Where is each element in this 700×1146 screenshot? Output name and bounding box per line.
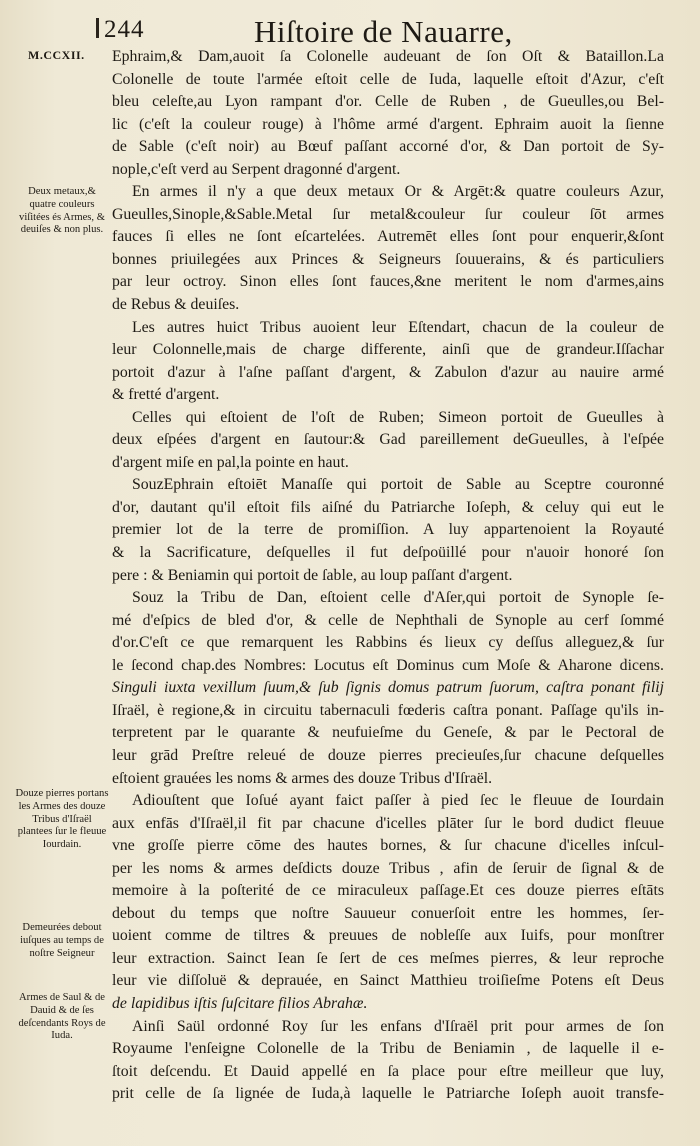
text-line: prit celle de ſa lignée de Iuda,à laquelle le Patriarche Ioſeph auoit transfe- bbox=[112, 1085, 664, 1103]
text-line: & la Sacrificature, deſquelles il fut deſpoüillé pour n'auoir honoré ſon bbox=[112, 544, 664, 562]
text-line: pere : & Beniamin qui portoit de ſable, au loup paſſant d'argent. bbox=[112, 566, 513, 584]
text-line-latin: de lapidibus iſtis ſuſcitare filios Abrahæ. bbox=[112, 994, 368, 1012]
text-line: uoient comme de tiltres & preuues de nobleſſe aux Iuifs, pour monſtrer bbox=[112, 927, 664, 945]
text-line: de Rebus & deuiſes. bbox=[112, 296, 240, 314]
text-line: bonnes priuilegées aux Princes & Seigneurs ſouuerains, & és particuliers bbox=[112, 250, 664, 268]
text-line: leur grād Preſtre releué de douze pierres precieuſes,ſur chacune deſquelles bbox=[112, 746, 664, 764]
text-line: eſtoient grauées les noms & armes des douze Tribus d'Iſraël. bbox=[112, 769, 493, 787]
running-title: Hiſtoire de Nauarre, bbox=[254, 14, 513, 49]
text-line: debout du temps que noſtre Sauueur conuerſoit entre les hommes, ſer- bbox=[112, 904, 664, 922]
text-line-latin: Singuli iuxta vexillum ſuum,& ſub ſignis domus patrum ſuorum, caſtra ponant filij bbox=[112, 679, 664, 697]
text-line: & fretté d'argent. bbox=[112, 386, 220, 404]
text-line: nople,c'eſt verd au Serpent dragonné d'argent. bbox=[112, 160, 401, 178]
text-line: mé d'eſpics de bled d'or, & celle de Nephthali de Synople au cerf ſommé bbox=[112, 611, 664, 629]
header-rule-mark bbox=[96, 18, 99, 38]
text-line: deux eſpées d'argent en ſautour:& Gad pareillement deGueulles, à l'eſpée bbox=[112, 431, 664, 449]
text-line: lic (c'eſt la couleur rouge) à l'hôme armé d'argent. Ephraim auoit la ſienne bbox=[112, 115, 664, 133]
text-line: Souz la Tribu de Dan, eſtoient celle d'Aſer,qui portoit de Synople ſe- bbox=[132, 589, 664, 607]
text-line: bleu celeſte,au Lyon rampant d'or. Celle de Ruben , de Gueulles,ou Bel- bbox=[112, 93, 664, 111]
text-line: Les autres huict Tribus auoient leur Eſtendart, chacun de la couleur de bbox=[132, 318, 664, 336]
text-line: En armes il n'y a que deux metaux Or & Argēt:& quatre couleurs Azur, bbox=[132, 183, 664, 201]
text-line: par leur octroy. Sinon elles ſont fauces,&ne meritent le nom d'armes,ains bbox=[112, 273, 664, 291]
text-line: d'or, dautant qu'il eſtoit fils aiſné du Patriarche Ioſeph, & celuy qui eut le bbox=[112, 498, 664, 516]
text-line: premier lot de la terre de promiſſion. A luy appartenoient la Royauté bbox=[112, 521, 664, 539]
margin-note-demeurees: Demeurées debout iuſques au temps de noſtre Seigneur bbox=[20, 922, 104, 959]
text-line: SouzEphrain eſtoiēt Manaſſe qui portoit de Sable au Sceptre couronné bbox=[132, 476, 664, 494]
text-line: Gueulles,Sinople,&Sable.Metal ſur metal&couleur ſur couleur ſōt armes bbox=[112, 205, 664, 223]
text-line: Ainſi Saül ordonné Roy ſur les enfans d'Iſraël prit pour armes de ſon bbox=[132, 1017, 664, 1035]
page-number: 244 bbox=[104, 16, 145, 43]
body-text bbox=[112, 46, 664, 1106]
text-line: d'or.C'eſt ce que remarquent les Rabbins és lieux cy deſſus alleguez,& ſur bbox=[112, 634, 664, 652]
margin-note-pierres: Douze pierres portans les Armes des douze Tribus d'Iſraël plantees ſur le fleuue Iourdain. bbox=[15, 788, 109, 851]
text-line: memoire à la poſterité de ce miraculeux paſſage.Et ces douze pierres eſtāts bbox=[112, 882, 664, 900]
text-line: Iſraël, è regione,& in circuitu tabernaculi fœderis caſtra ponant. Paſſage qu'ils in- bbox=[112, 701, 664, 719]
text-line: fauces ſi elles ne ſont eſcartelées. Autremēt elles ſont pour enquerir,&ſont bbox=[112, 228, 664, 246]
text-line: Celles qui eſtoient de l'oſt de Ruben; Simeon portoit de Gueulles à bbox=[132, 408, 664, 426]
text-line: leur extraction. Sainct Iean ſe ſert de ces meſmes pierres, & leur reproche bbox=[112, 949, 664, 967]
margin-note-saul: Armes de Saul & de Dauid & de ſes deſcendants Roys de Iuda. bbox=[18, 992, 106, 1042]
text-line: terpretent par le quarante & neufuieſme du Geneſe, & par le Pectoral de bbox=[112, 724, 664, 742]
text-line: leur Colonnelle,mais de charge differente, ainſi que de grandeur.Iſſachar bbox=[112, 341, 664, 359]
text-line: per les noms & armes deſdicts douze Tribus , afin de ſeruir de ſignal & de bbox=[112, 859, 664, 877]
text-line: le ſecond chap.des Nombres: Locutus eſt Dominus cum Moſe & Aharone dicens. bbox=[112, 656, 664, 674]
text-line: Colonelle de toute l'armée eſtoit celle de Iuda, laquelle eſtoit d'Azur, c'eſt bbox=[112, 70, 664, 88]
margin-note-metaux: Deux metaux,& quatre couleurs viſitées és Armes, & deuiſes & non plus. bbox=[19, 186, 105, 236]
text-line: Adiouſtent que Ioſué ayant faict paſſer à pied ſec le fleuue de Iourdain bbox=[132, 792, 664, 810]
text-line: d'argent miſe en pal,la pointe en haut. bbox=[112, 453, 349, 471]
text-line: Ephraim,& Dam,auoit ſa Colonelle audeuant de ſon Oſt & Bataillon.La bbox=[112, 48, 664, 65]
text-line: de Sable (c'eſt noir) au Bœuf paſſant accorné d'or, & Dan portoit de Sy- bbox=[112, 138, 664, 156]
text-line: ſtoit deſcendu. Et Dauid appellé en ſa place pour eſtre meilleur que luy, bbox=[112, 1062, 664, 1080]
page-header bbox=[96, 10, 676, 48]
text-line: Royaume l'enſeigne Colonelle de la Tribu de Beniamin , de laquelle il e- bbox=[112, 1040, 664, 1058]
text-line: leur vie diſſoluë & deprauée, en Sainct Matthieu troiſieſme Potens eſt Deus bbox=[112, 972, 664, 990]
text-line: aux enfās d'Iſraël,il fit par chacune d'icelles plāter ſur le bord dudict fleuue bbox=[112, 814, 664, 832]
text-line: vne groſſe pierre cōme des hautes bornes, & ſur chacune d'icelles inſcul- bbox=[112, 837, 664, 855]
year-marker: M.CCXII. bbox=[28, 48, 85, 62]
text-line: portoit d'azur à l'aſne paſſant d'argent, & Zabulon d'azur au nauire armé bbox=[112, 363, 664, 381]
